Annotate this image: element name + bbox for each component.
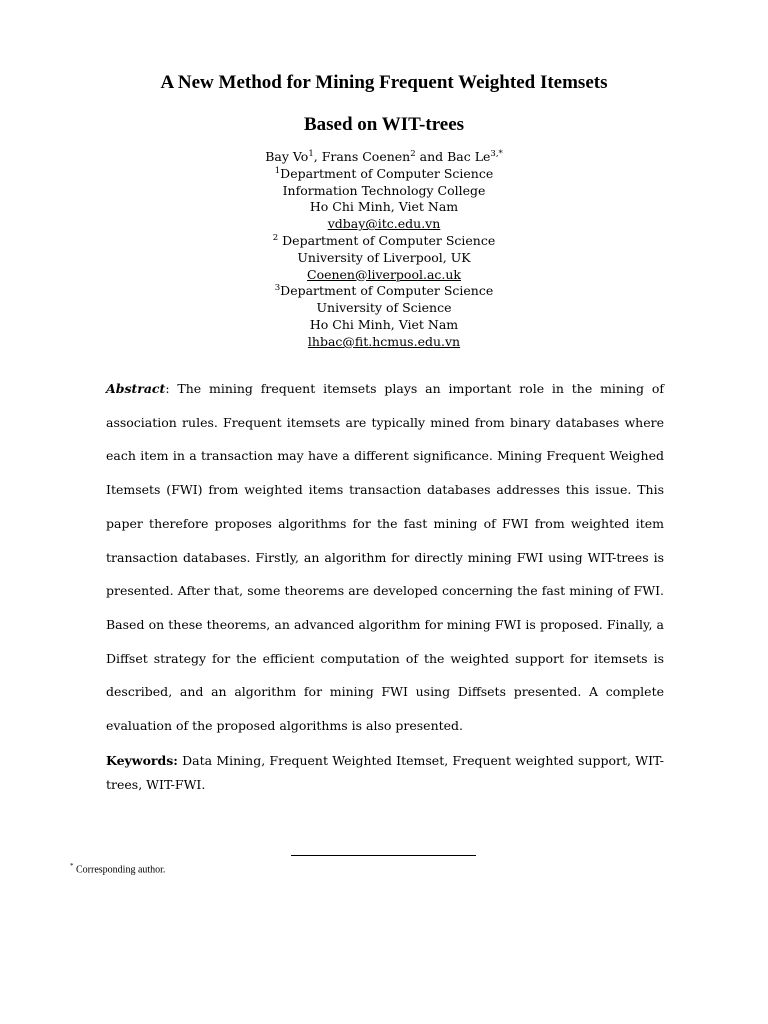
- abstract-heading: Abstract: [106, 381, 166, 396]
- author-email-link[interactable]: vdbay@itc.edu.vn: [327, 216, 441, 232]
- affiliation-line: Information Technology College: [282, 182, 486, 198]
- affiliation-line: Department of Computer Science: [280, 165, 494, 181]
- keywords-paragraph: [106, 749, 664, 797]
- affiliation-1-department: [0, 166, 768, 183]
- author-name: Frans Coenen: [321, 149, 411, 164]
- footnote: [70, 862, 165, 875]
- paper-title-line-2: Based on WIT-trees: [303, 114, 465, 135]
- author-name: Bac Le: [447, 149, 491, 164]
- affiliation-marker: 2: [272, 232, 279, 243]
- affiliation-marker: 3: [274, 283, 281, 294]
- author-separator: and: [415, 149, 448, 164]
- author-affiliation-marker: 2: [410, 148, 416, 159]
- author-email-link[interactable]: Coenen@liverpool.ac.uk: [307, 266, 461, 282]
- footnote-marker: *: [70, 862, 74, 870]
- abstract-text: : The mining frequent itemsets plays an important role in the mining of association rules. Frequent itemsets are typically mined from binary databases where each item in a transaction may have a different significance. Mining Frequent Weighed Itemsets (FWI) from weighted items transaction databases addresses this issue. This paper therefore proposes algorithms for the fast mining of FWI from weighted item transaction databases. Firstly, an algorithm for directly mining FWI using WIT-trees is presented. After that, some theorems are developed concerning the fast mining of FWI. Based on these theorems, an advanced algorithm for mining FWI is proposed. Finally, a Diffset strategy for the efficient computation of the weighted support for itemsets is described, and an algorithm for mining FWI using Diffsets presented. A complete evaluation of the proposed algorithms is also presented.: [106, 381, 664, 734]
- footnote-divider: [291, 855, 476, 856]
- affiliation-line: Ho Chi Minh, Viet Nam: [309, 199, 459, 215]
- author-email-link[interactable]: lhbac@fit.hcmus.edu.vn: [307, 333, 461, 349]
- author-separator: ,: [313, 149, 322, 164]
- author-affiliation-marker: 1: [308, 148, 314, 159]
- author-list: [0, 149, 768, 166]
- affiliation-marker: 1: [274, 165, 281, 176]
- paper-title-line-1: A New Method for Mining Frequent Weighted Itemsets: [160, 72, 608, 93]
- affiliation-line: University of Liverpool, UK: [297, 249, 471, 265]
- keywords-text: Data Mining, Frequent Weighted Itemset, Frequent weighted support, WIT-trees, WIT-FWI.: [106, 753, 664, 792]
- abstract-paragraph: [106, 372, 664, 743]
- author-name: Bay Vo: [265, 149, 309, 164]
- author-block: [0, 149, 768, 351]
- affiliation-line: University of Science: [316, 300, 452, 316]
- affiliation-2-department: [0, 233, 768, 250]
- footnote-text: Corresponding author.: [73, 864, 166, 876]
- affiliation-3-department: [0, 283, 768, 300]
- author-affiliation-marker: 3,*: [490, 148, 503, 159]
- affiliation-line: Department of Computer Science: [282, 232, 496, 248]
- affiliation-line: Department of Computer Science: [280, 283, 494, 299]
- keywords-heading: Keywords:: [106, 753, 178, 768]
- affiliation-line: Ho Chi Minh, Viet Nam: [309, 316, 459, 332]
